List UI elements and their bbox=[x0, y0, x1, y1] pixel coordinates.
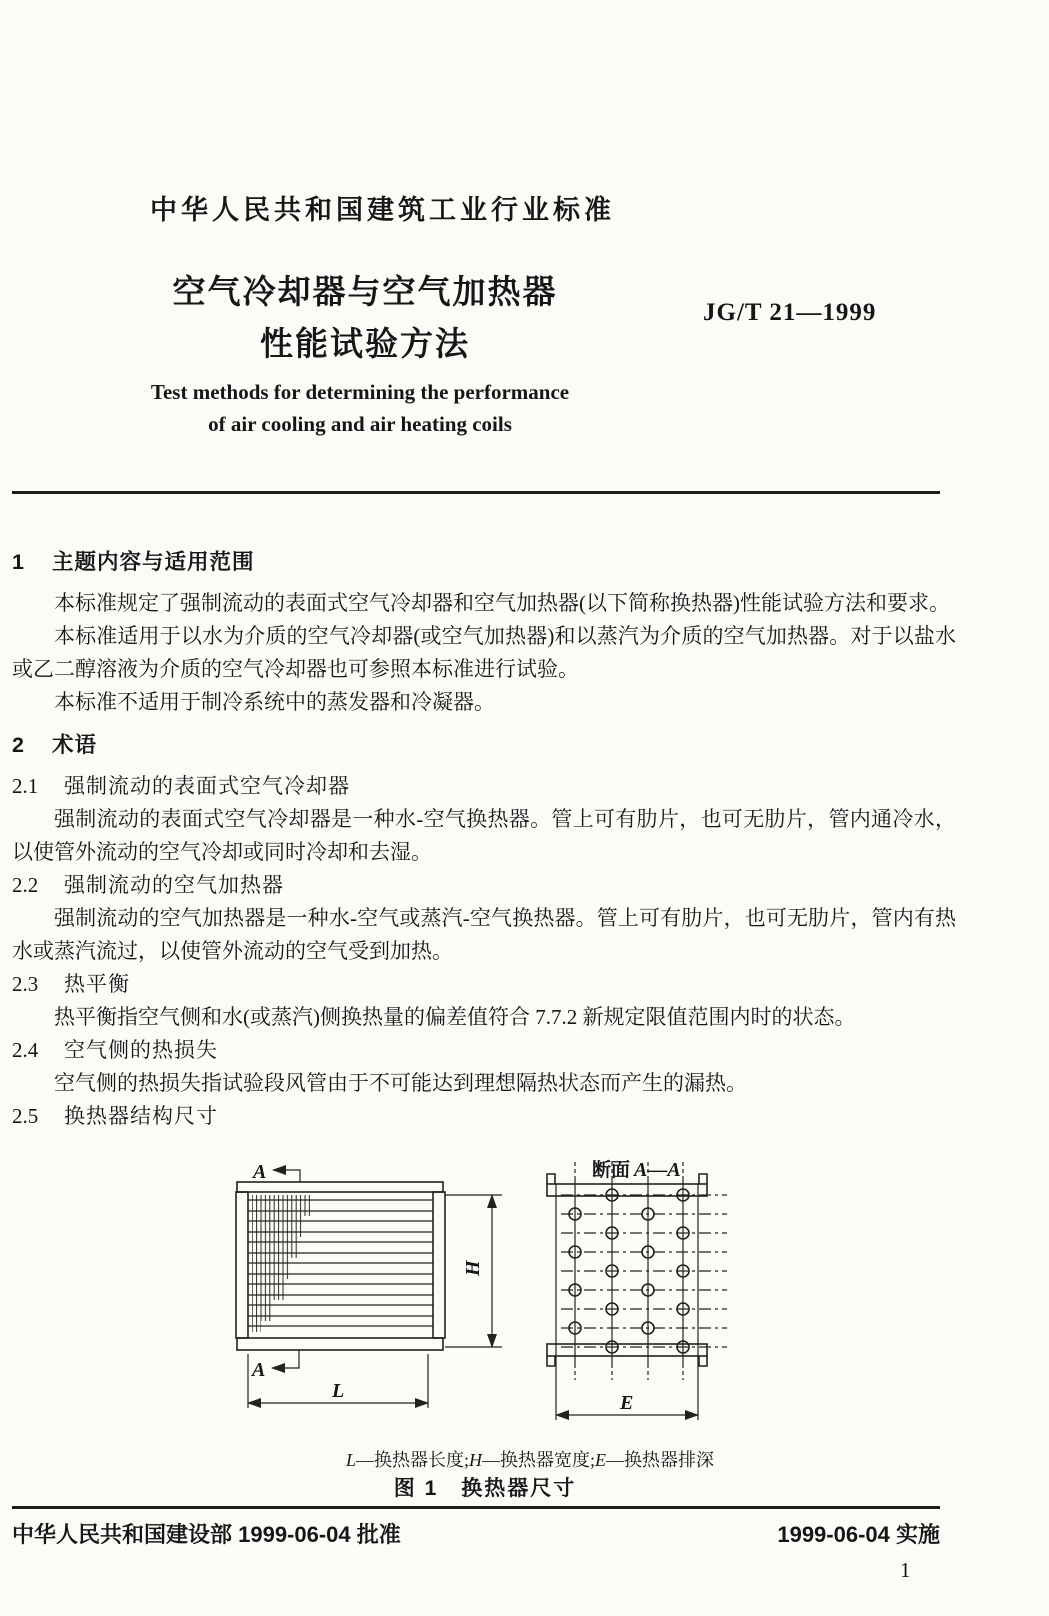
document-title-cn-line2: 性能试验方法 bbox=[260, 325, 470, 362]
legend-text-e: —换热器排深 bbox=[606, 1450, 715, 1470]
section-marker-bottom-label: A bbox=[252, 1359, 266, 1381]
figure-1-drawing bbox=[215, 1118, 735, 1438]
subsection-2-2-title: 强制流动的空气加热器 bbox=[64, 873, 284, 897]
section-marker-top-label: A bbox=[253, 1161, 267, 1183]
document-title-cn bbox=[140, 266, 590, 370]
standard-header-label: 中华人民共和国建筑工业行业标准 bbox=[150, 195, 615, 225]
dimension-l-label: L bbox=[332, 1380, 345, 1402]
subsection-2-4-number: 2.4 bbox=[12, 1038, 39, 1062]
coil-section-view bbox=[547, 1158, 727, 1420]
section-marker-top-arrow bbox=[273, 1170, 300, 1182]
document-title-en-line2: of air cooling and air heating coils bbox=[208, 412, 512, 436]
dimension-h-label: H bbox=[462, 1260, 484, 1276]
figure-1-caption: 图 1 换热器尺寸 bbox=[393, 1477, 577, 1500]
footer-implementation: 1999-06-04 实施 bbox=[777, 1522, 940, 1547]
document-title-en-line1: Test methods for determining the performance bbox=[150, 380, 570, 404]
section-1-heading bbox=[12, 546, 956, 579]
subsection-2-2-number: 2.2 bbox=[12, 873, 39, 897]
document-title-en bbox=[110, 376, 610, 440]
page-number: 1 bbox=[900, 1558, 911, 1582]
subsection-2-2-body: 强制流动的空气加热器是一种水-空气或蒸汽-空气换热器。管上可有肋片，也可无肋片，管内有热水或蒸汽流过，以使管外流动的空气受到加热。 bbox=[12, 906, 956, 963]
dimension-l bbox=[248, 1354, 428, 1408]
standard-code: JG/T 21—1999 bbox=[703, 299, 877, 326]
subsection-2-1-heading bbox=[12, 770, 956, 803]
legend-symbol-e: E bbox=[595, 1450, 607, 1470]
legend-symbol-h: H bbox=[469, 1450, 482, 1470]
subsection-2-5-title: 换热器结构尺寸 bbox=[64, 1104, 218, 1128]
subsection-2-1-number: 2.1 bbox=[12, 774, 39, 798]
coil-front-view bbox=[236, 1161, 502, 1408]
section-view-title: 断面 A—A bbox=[592, 1159, 681, 1181]
subsection-2-4-heading bbox=[12, 1034, 956, 1067]
section-1-title: 主题内容与适用范围 bbox=[52, 550, 255, 574]
section-1-number: 1 bbox=[12, 550, 24, 574]
section-1-paragraph-3: 本标准不适用于制冷系统中的蒸发器和冷凝器。 bbox=[54, 690, 495, 714]
subsection-2-3-title: 热平衡 bbox=[64, 972, 130, 996]
legend-symbol-l: L bbox=[345, 1450, 356, 1470]
top-flange bbox=[237, 1182, 443, 1192]
section-2-number: 2 bbox=[12, 733, 24, 757]
footer-divider-rule bbox=[12, 1506, 940, 1509]
right-side-rail bbox=[433, 1192, 445, 1338]
subsection-2-4-title: 空气侧的热损失 bbox=[64, 1038, 218, 1062]
bottom-flange bbox=[237, 1338, 443, 1350]
section-marker-bottom-arrow bbox=[272, 1350, 299, 1368]
subsection-2-5-number: 2.5 bbox=[12, 1104, 39, 1128]
dimension-e-label: E bbox=[620, 1392, 634, 1414]
subsection-2-3-number: 2.3 bbox=[12, 972, 39, 996]
section-2-title: 术语 bbox=[52, 733, 98, 757]
dimension-h bbox=[445, 1195, 502, 1347]
subsection-2-1-title: 强制流动的表面式空气冷却器 bbox=[64, 774, 350, 798]
section-1-paragraph-2: 本标准适用于以水为介质的空气冷却器(或空气加热器)和以蒸汽为介质的空气加热器。对于以盐水或乙二醇溶液为介质的空气冷却器也可参照本标准进行试验。 bbox=[12, 624, 956, 681]
figure-1-legend bbox=[230, 1446, 830, 1472]
subsection-2-3-body: 热平衡指空气侧和水(或蒸汽)侧换热量的偏差值符合 7.7.2 新规定限值范围内时的状态。 bbox=[54, 1005, 856, 1029]
left-side-rail bbox=[236, 1192, 248, 1338]
legend-text-h: —换热器宽度; bbox=[482, 1450, 596, 1470]
subsection-2-4-body: 空气侧的热损失指试验段风管由于不可能达到理想隔热状态而产生的漏热。 bbox=[54, 1071, 747, 1095]
document-title-cn-line1: 空气冷却器与空气加热器 bbox=[172, 273, 558, 310]
document-body bbox=[12, 536, 956, 1133]
legend-text-l: —换热器长度; bbox=[355, 1450, 469, 1470]
dimension-e bbox=[556, 1392, 698, 1415]
header-divider-rule bbox=[12, 491, 940, 494]
section-2-heading bbox=[12, 729, 956, 762]
subsection-2-3-heading bbox=[12, 968, 956, 1001]
footer-approval: 中华人民共和国建设部 1999-06-04 批准 bbox=[12, 1522, 401, 1547]
section-1-paragraph-1: 本标准规定了强制流动的表面式空气冷却器和空气加热器(以下简称换热器)性能试验方法和要求。 bbox=[54, 591, 950, 615]
subsection-2-1-body: 强制流动的表面式空气冷却器是一种水-空气换热器。管上可有肋片，也可无肋片，管内通冷水，以使管外流动的空气冷却或同时冷却和去湿。 bbox=[12, 807, 956, 864]
subsection-2-2-heading bbox=[12, 869, 956, 902]
